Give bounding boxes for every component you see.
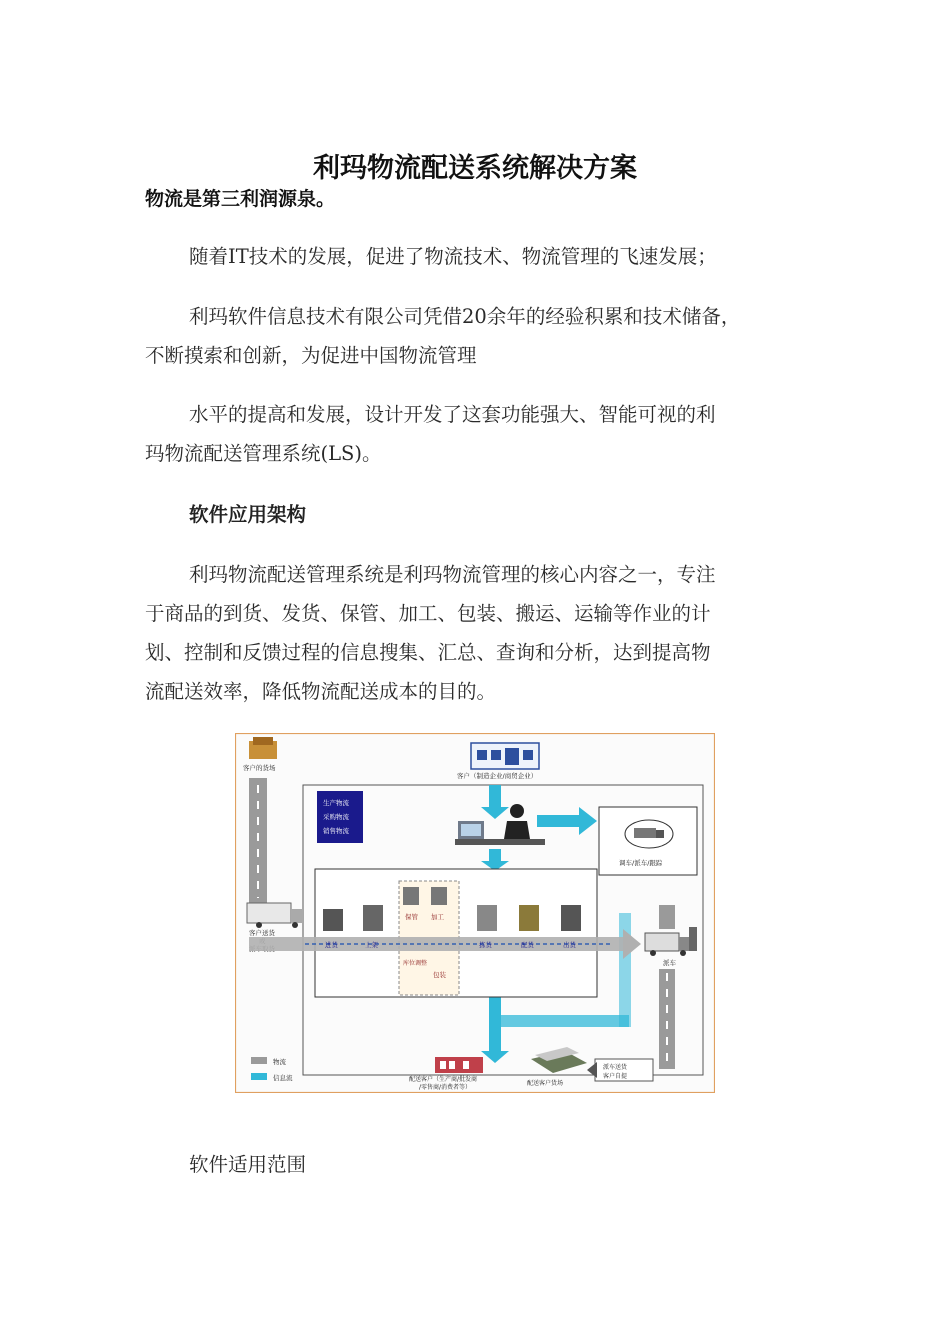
return-label-1: 派车送货 bbox=[603, 1064, 628, 1071]
legend-info-swatch bbox=[251, 1073, 267, 1080]
paragraph-3 bbox=[145, 395, 800, 473]
step-relocate: 库位调整 bbox=[403, 960, 428, 967]
heading-architecture bbox=[145, 495, 800, 534]
paragraph-2-line-1: 利玛软件信息技术有限公司凭借20余年的经验积累和技术储备， bbox=[189, 305, 741, 328]
legend-info-label: 信息流 bbox=[273, 1074, 293, 1082]
step-pack: 包装 bbox=[433, 971, 446, 979]
document-subtitle: 物流是第三利润源泉。 bbox=[145, 188, 336, 210]
legend-logistics-label: 物流 bbox=[273, 1058, 286, 1066]
paragraph-4 bbox=[145, 555, 800, 711]
step-store: 保管 bbox=[405, 913, 418, 921]
flow-type-2: 采购物流 bbox=[323, 813, 349, 821]
dispatch-label: 调车/派车/跟踪 bbox=[619, 859, 663, 867]
paragraph-3-line-1: 水平的提高和发展，设计开发了这套功能强大、智能可视的利 bbox=[189, 403, 716, 426]
bottom-yard-label: 配送客户货场 bbox=[527, 1080, 564, 1087]
heading-scope bbox=[145, 1145, 800, 1184]
client-building-icon bbox=[471, 743, 539, 769]
step-ship: 出货 bbox=[563, 941, 576, 949]
legend-logistics-swatch bbox=[251, 1057, 267, 1064]
document-title: 利玛物流配送系统解决方案 bbox=[313, 153, 637, 184]
paragraph-4-line-4: 流配送效率，降低物流配送成本的目的。 bbox=[145, 680, 497, 703]
architecture-diagram bbox=[235, 733, 715, 1093]
supplier-label: 客户的货场 bbox=[243, 764, 276, 772]
bottom-client-label-2: /零售商/消费者等） bbox=[419, 1084, 472, 1091]
paragraph-1-text: 随着IT技术的发展，促进了物流技术、物流管理的飞速发展； bbox=[189, 245, 717, 268]
step-allocate: 配货 bbox=[521, 941, 534, 949]
step-shelve: 上架 bbox=[365, 941, 378, 949]
return-label-2: 客户自提 bbox=[603, 1073, 628, 1080]
paragraph-1 bbox=[145, 237, 800, 276]
flow-type-3: 销售物流 bbox=[323, 827, 349, 835]
deliver-label: 派车 bbox=[663, 959, 676, 967]
step-pick: 拣货 bbox=[479, 941, 492, 949]
client-top-label: 客户（制造企业/商贸企业） bbox=[457, 772, 538, 780]
paragraph-4-line-1: 利玛物流配送管理系统是利玛物流管理的核心内容之一，专注 bbox=[189, 563, 716, 586]
flow-type-1: 生产物流 bbox=[323, 799, 349, 807]
paragraph-4-line-2: 于商品的到货、发货、保管、加工、包装、搬运、运输等作业的计 bbox=[145, 602, 711, 625]
inbound-label-1: 客户送货 bbox=[249, 929, 275, 937]
supplier-yard-icon bbox=[249, 737, 277, 759]
bottom-client-label-1: 配送客户（生产商/批发商 bbox=[409, 1076, 478, 1083]
bottom-client-building-icon bbox=[435, 1057, 483, 1073]
heading-scope-text: 软件适用范围 bbox=[189, 1153, 307, 1176]
road-right-top bbox=[659, 905, 675, 929]
paragraph-2 bbox=[145, 297, 800, 375]
step-receive: 进货 bbox=[325, 941, 338, 949]
paragraph-3-line-2: 玛物流配送管理系统(LS)。 bbox=[145, 442, 382, 465]
heading-architecture-text: 软件应用架构 bbox=[189, 503, 307, 526]
paragraph-2-line-2: 不断摸索和创新，为促进中国物流管理 bbox=[145, 344, 477, 367]
step-process: 加工 bbox=[431, 913, 444, 921]
paragraph-4-line-3: 划、控制和反馈过程的信息搜集、汇总、查询和分析，达到提高物 bbox=[145, 641, 711, 664]
